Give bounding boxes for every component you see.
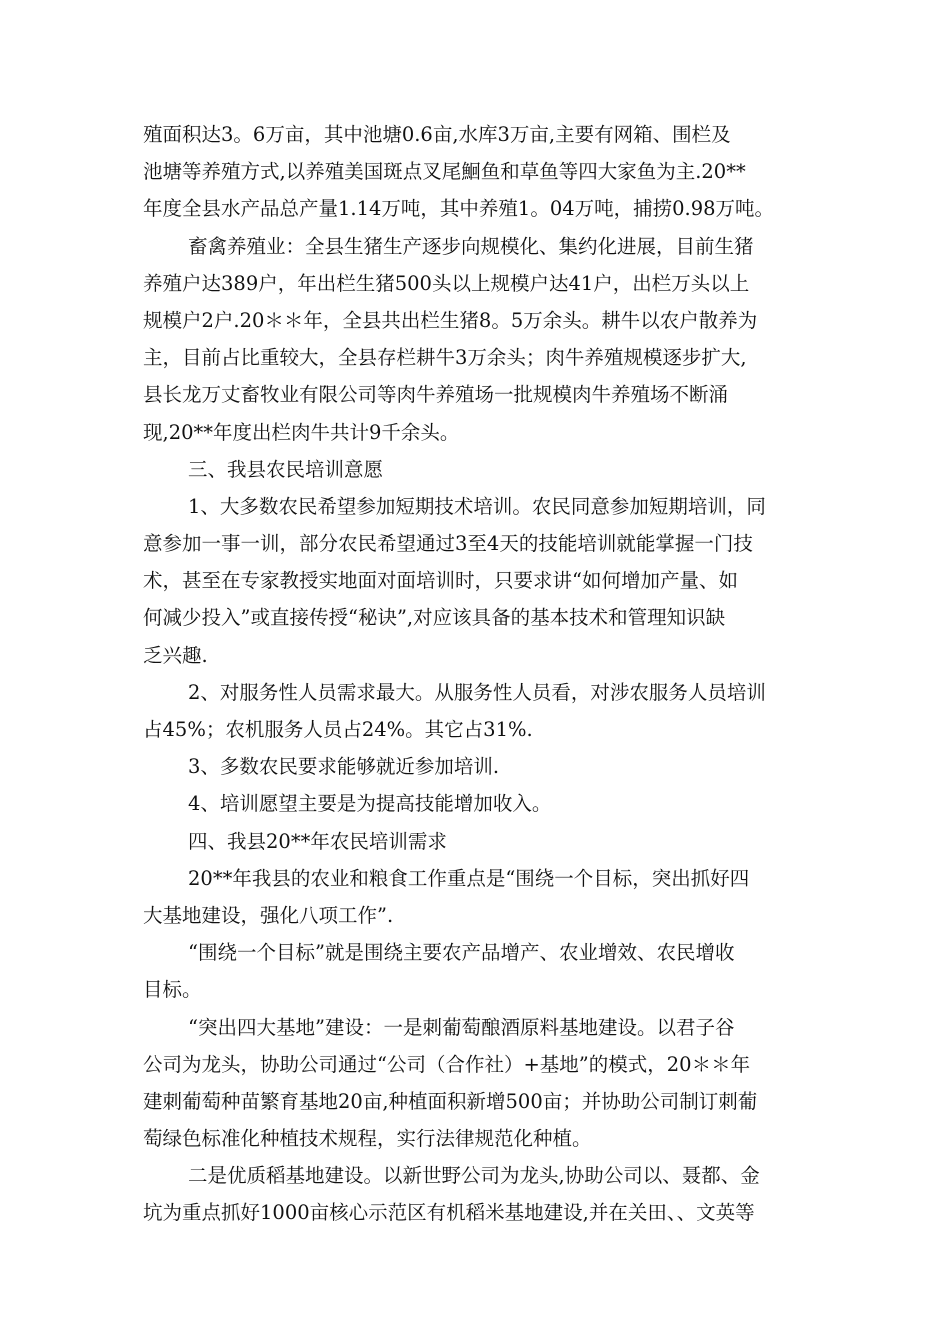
text-line: “突出四大基地”建设：一是刺葡萄酿酒原料基地建设。以君子谷 [188, 1015, 735, 1039]
text-line: 建刺葡萄种苗繁育基地20亩,种植面积新增500亩；并协助公司制订刺葡 [143, 1089, 758, 1113]
text-line: 规模户2户.20＊＊年，全县共出栏生猪8。5万余头。耕牛以农户散养为 [143, 308, 758, 332]
text-line: 二是优质稻基地建设。以新世野公司为龙头,协助公司以、聂都、金 [188, 1164, 760, 1188]
text-line: 年度全县水产品总产量1.14万吨，其中养殖1。04万吨，捕捞0.98万吨。 [143, 197, 775, 221]
text-line: 公司为龙头，协助公司通过“公司（合作社）+基地”的模式，20＊＊年 [143, 1052, 751, 1076]
text-line: 养殖户达389户，年出栏生猪500头以上规模户达41户，出栏万头以上 [143, 271, 750, 295]
text-line: “围绕一个目标”就是围绕主要农产品增产、农业增效、农民增收 [188, 941, 735, 965]
document-body [143, 116, 823, 1232]
text-line: 现,20**年度出栏肉牛共计9千余头。 [143, 420, 460, 444]
text-line: 20**年我县的农业和粮食工作重点是“围绕一个目标，突出抓好四 [188, 866, 750, 890]
text-line: 四、我县20**年农民培训需求 [188, 829, 447, 853]
text-line: 主，目前占比重较大，全县存栏耕牛3万余头；肉牛养殖规模逐步扩大, [143, 346, 747, 370]
text-line: 大基地建设，强化八项工作”. [143, 903, 394, 927]
text-line: 县长龙万丈畜牧业有限公司等肉牛养殖场一批规模肉牛养殖场不断涌 [143, 383, 729, 407]
text-line: 何减少投入”或直接传授“秘诀”,对应该具备的基本技术和管理知识缺 [143, 606, 726, 630]
text-line: 1、大多数农民希望参加短期技术培训。农民同意参加短期培训，同 [188, 494, 766, 518]
text-line: 目标。 [143, 978, 202, 1002]
text-line: 萄绿色标准化种植技术规程，实行法律规范化种植。 [143, 1127, 592, 1151]
text-line: 池塘等养殖方式,以养殖美国斑点叉尾鮰鱼和草鱼等四大家鱼为主.20** [143, 160, 746, 184]
text-line: 3、多数农民要求能够就近参加培训. [188, 755, 500, 779]
text-line: 意参加一事一训，部分农民希望通过3至4天的技能培训就能掌握一门技 [143, 532, 753, 556]
text-line: 2、对服务性人员需求最大。从服务性人员看，对涉农服务人员培训 [188, 680, 766, 704]
text-line: 坑为重点抓好1000亩核心示范区有机稻米基地建设,并在关田、、文英等 [143, 1201, 755, 1225]
text-line: 畜禽养殖业：全县生猪生产逐步向规模化、集约化进展，目前生猪 [188, 234, 754, 258]
text-line: 4、培训愿望主要是为提高技能增加收入。 [188, 792, 552, 816]
text-line: 三、我县农民培训意愿 [188, 457, 384, 481]
text-line: 乏兴趣. [143, 643, 208, 667]
text-line: 术，甚至在专家教授实地面对面培训时，只要求讲“如何增加产量、如 [143, 569, 738, 593]
text-line: 殖面积达3。6万亩，其中池塘0.6亩,水库3万亩,主要有网箱、围栏及 [143, 123, 731, 146]
text-line: 占45%；农机服务人员占24%。其它占31%. [143, 718, 533, 741]
